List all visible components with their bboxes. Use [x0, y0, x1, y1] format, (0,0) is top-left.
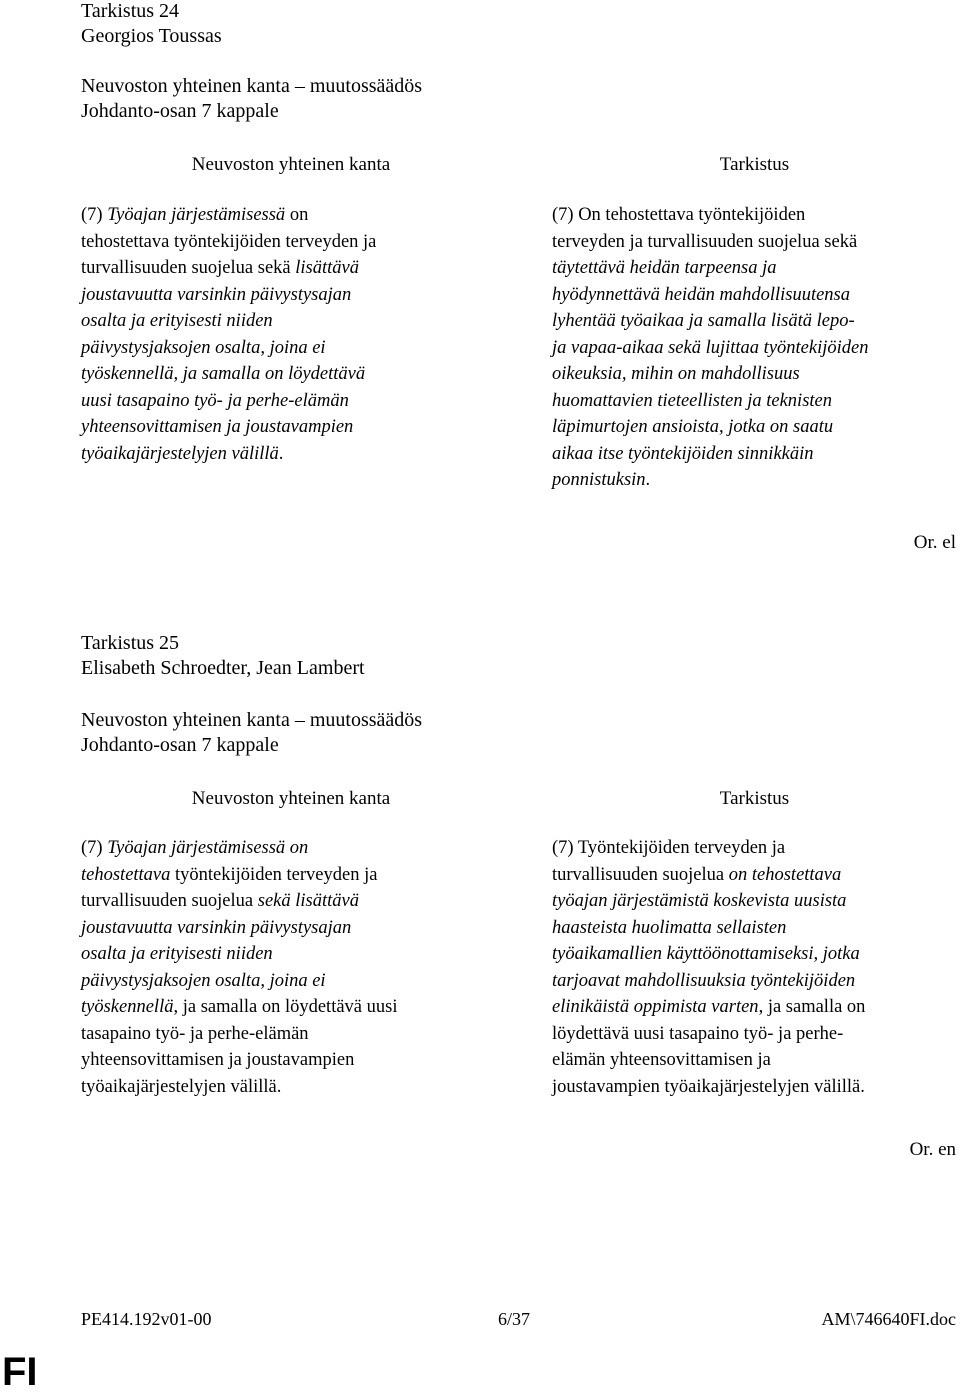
text-segment: .: [645, 470, 651, 490]
amendment-authors: Elisabeth Schroedter, Jean Lambert: [81, 657, 365, 679]
amendment-25-council-text: [81, 835, 501, 1100]
procedure-label: Neuvoston yhteinen kanta – muutossäädös: [81, 75, 423, 97]
emphasized-text: hyödynnettävä heidän mahdollisuutensa: [552, 284, 851, 305]
text-line: [81, 335, 501, 362]
amendment-authors: Georgios Toussas: [81, 25, 222, 47]
text-line: [81, 308, 501, 335]
text-line: [552, 414, 957, 441]
text-segment: työaikajärjestelyjen välillä.: [81, 1076, 282, 1097]
text-segment: tehostettava työntekijöiden terveyden ja: [81, 231, 377, 252]
emphasized-text: tarjoavat mahdollisuuksia työntekijöiden: [552, 970, 856, 991]
reference-label: Johdanto-osan 7 kappale: [81, 100, 279, 122]
text-segment: elämän yhteensovittamisen ja: [552, 1050, 771, 1070]
text-segment: (7): [81, 205, 108, 225]
text-line: [81, 229, 501, 256]
emphasized-text: osalta ja erityisesti niiden: [81, 944, 273, 964]
emphasized-text: on tehostettava: [728, 864, 842, 885]
text-line: [552, 202, 957, 229]
text-line: [81, 888, 501, 915]
text-line: [552, 441, 957, 468]
text-line: [81, 388, 501, 415]
text-segment: (7) Työntekijöiden terveyden ja: [552, 838, 786, 858]
emphasized-text: työaikamallien käyttöönottamiseksi, jotka: [552, 944, 860, 964]
text-line: [81, 441, 501, 468]
text-segment: (7): [81, 838, 108, 858]
emphasized-text: työskennellä: [81, 997, 174, 1017]
emphasized-text: päivystysjaksojen osalta, joina ei: [81, 337, 326, 358]
text-line: [552, 968, 957, 995]
text-line: [81, 361, 501, 388]
text-line: [81, 835, 501, 862]
amendment-24-procedure: [81, 74, 422, 124]
text-line: [552, 1021, 957, 1048]
emphasized-text: läpimurtojen ansioista, jotka on saatu: [552, 417, 834, 437]
emphasized-text: täytettävä heidän tarpeensa ja: [552, 258, 777, 278]
text-line: [81, 941, 501, 968]
emphasized-text: joustavuutta varsinkin päivystysajan: [81, 284, 352, 305]
amendment-24-amendment-text: [552, 202, 957, 494]
text-line: [552, 282, 957, 309]
emphasized-text: oikeuksia, mihin on mahdollisuus: [552, 364, 800, 384]
text-line: [81, 862, 501, 889]
amendment-number: Tarkistus 24: [81, 0, 180, 22]
amendment-25-amendment-text: [552, 835, 957, 1100]
emphasized-text: Työajan järjestämisessä: [107, 205, 286, 225]
emphasized-text: huomattavien tieteellisten ja teknisten: [552, 390, 832, 411]
text-segment: yhteensovittamisen ja joustavampien: [81, 1050, 355, 1070]
emphasized-text: yhteensovittamisen ja joustavampien: [81, 417, 354, 437]
emphasized-text: tehostettava: [81, 864, 171, 885]
text-line: [81, 1074, 501, 1101]
text-line: [552, 308, 957, 335]
text-segment: työntekijöiden terveyden ja: [170, 864, 378, 885]
text-line: [81, 915, 501, 942]
emphasized-text: ponnistuksin: [552, 470, 646, 490]
text-line: [552, 1047, 957, 1074]
emphasized-text: lyhentää työaikaa ja samalla lisätä lepo-: [552, 311, 855, 331]
text-segment: joustavampien työaikajärjestelyjen välillä.: [552, 1076, 865, 1097]
text-segment: terveyden ja turvallisuuden suojelua sekä: [552, 231, 858, 252]
text-line: [81, 202, 501, 229]
text-segment: turvallisuuden suojelua sekä: [81, 258, 296, 278]
amendment-24-original-language: Or. el: [913, 532, 956, 553]
amendment-25-left-heading: Neuvoston yhteinen kanta: [191, 788, 391, 809]
amendment-24-right-heading: Tarkistus: [719, 154, 790, 175]
text-segment: , ja samalla on löydettävä uusi: [173, 997, 398, 1017]
footer-page-number: 6/37: [498, 1309, 531, 1329]
text-line: [552, 1074, 957, 1101]
emphasized-text: uusi tasapaino työ- ja perhe-elämän: [81, 390, 349, 411]
emphasized-text: lisättävä: [295, 258, 359, 278]
text-segment: löydettävä uusi tasapaino työ- ja perhe-: [552, 1023, 844, 1044]
emphasized-text: työajan järjestämistä koskevista uusista: [552, 891, 847, 911]
text-line: [552, 888, 957, 915]
text-line: [552, 255, 957, 282]
amendment-24-council-text: [81, 202, 501, 467]
text-line: [552, 467, 957, 494]
text-line: [552, 835, 957, 862]
amendment-24-header: [81, 0, 222, 49]
emphasized-text: sekä lisättävä: [257, 891, 359, 911]
text-segment: turvallisuuden suojelua: [552, 864, 729, 885]
text-line: [81, 414, 501, 441]
footer-doc-ref: PE414.192v01-00: [81, 1309, 212, 1329]
text-segment: turvallisuuden suojelua: [81, 891, 258, 911]
text-segment: (7) On tehostettava työntekijöiden: [552, 205, 806, 225]
amendment-25-procedure: [81, 708, 422, 758]
text-segment: .: [278, 443, 284, 464]
text-line: [81, 1021, 501, 1048]
text-line: [552, 994, 957, 1021]
text-line: [81, 282, 501, 309]
emphasized-text: elinikäistä oppimista varten: [552, 997, 759, 1017]
emphasized-text: ja vapaa-aikaa sekä lujittaa työntekijöiden: [552, 337, 869, 358]
emphasized-text: joustavuutta varsinkin päivystysajan: [81, 917, 352, 938]
procedure-label: Neuvoston yhteinen kanta – muutossäädös: [81, 709, 423, 731]
text-line: [552, 388, 957, 415]
text-segment: , ja samalla on: [758, 997, 866, 1017]
language-code: FI: [2, 1350, 38, 1394]
text-line: [552, 915, 957, 942]
amendment-25-original-language: Or. en: [909, 1139, 956, 1160]
amendment-25-right-heading: Tarkistus: [719, 788, 790, 809]
emphasized-text: työskennellä, ja samalla on löydettävä: [81, 364, 366, 384]
emphasized-text: päivystysjaksojen osalta, joina ei: [81, 970, 326, 991]
text-segment: on: [285, 205, 309, 225]
text-line: [81, 968, 501, 995]
text-segment: tasapaino työ- ja perhe-elämän: [81, 1023, 309, 1044]
amendment-24-left-heading: Neuvoston yhteinen kanta: [191, 154, 391, 175]
emphasized-text: työaikajärjestelyjen välillä: [81, 443, 279, 464]
emphasized-text: Työajan järjestämisessä on: [107, 838, 309, 858]
footer-file-name: AM\746640FI.doc: [821, 1309, 956, 1329]
reference-label: Johdanto-osan 7 kappale: [81, 734, 279, 756]
text-line: [552, 941, 957, 968]
text-line: [552, 361, 957, 388]
text-line: [81, 1047, 501, 1074]
text-line: [552, 229, 957, 256]
emphasized-text: aikaa itse työntekijöiden sinnikkäin: [552, 443, 814, 464]
emphasized-text: haasteista huolimatta sellaisten: [552, 917, 787, 938]
amendment-number: Tarkistus 25: [81, 632, 180, 654]
text-line: [81, 255, 501, 282]
text-line: [552, 862, 957, 889]
emphasized-text: osalta ja erityisesti niiden: [81, 311, 273, 331]
amendment-25-header: [81, 631, 365, 681]
text-line: [552, 335, 957, 362]
text-line: [81, 994, 501, 1021]
